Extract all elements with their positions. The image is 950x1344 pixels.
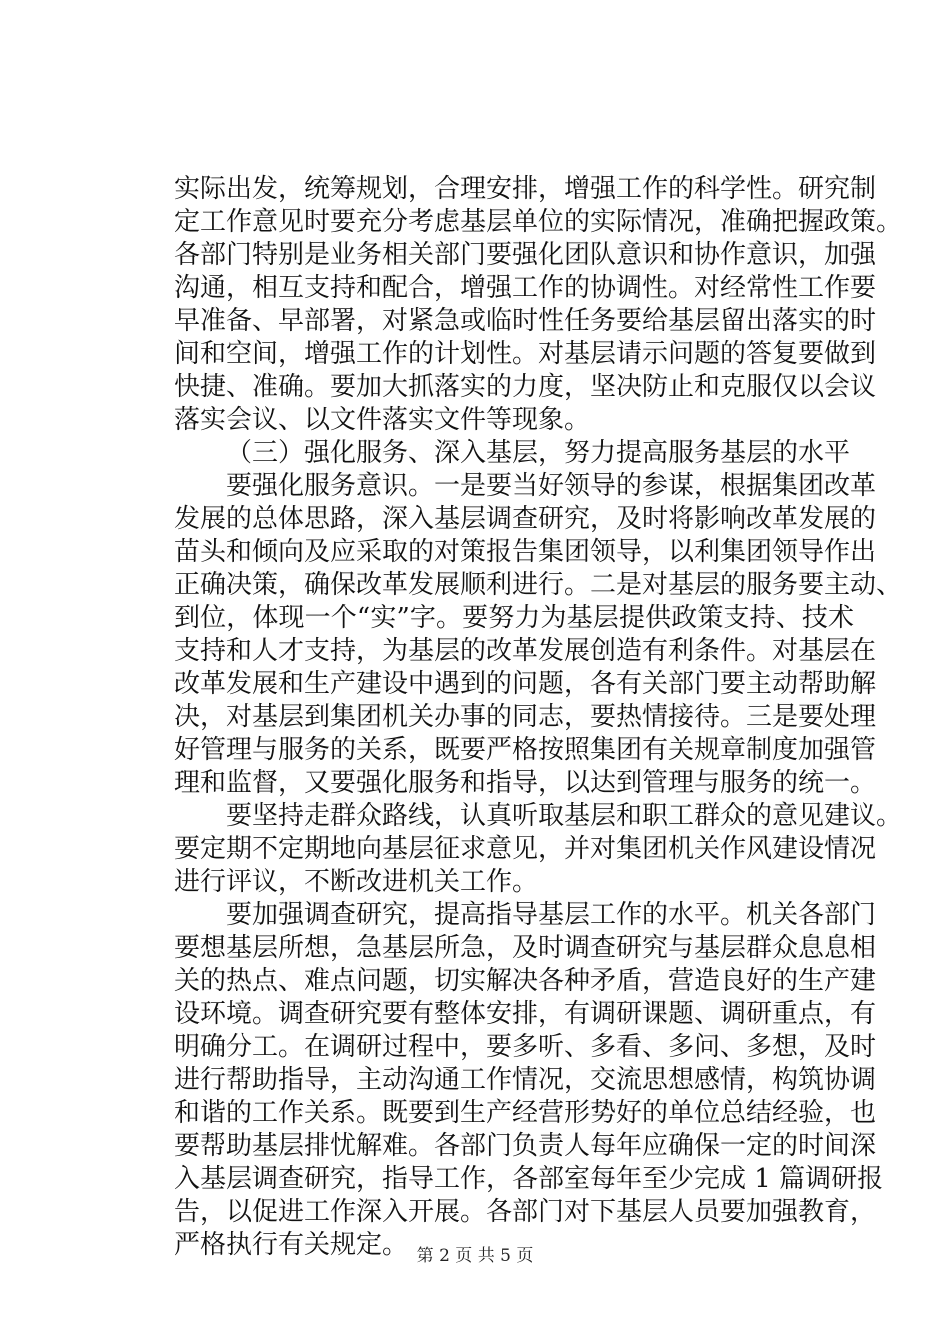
section-heading (174, 437, 854, 470)
text-line: 支持和人才支持，为基层的改革发展创造有利条件。对基层在 (174, 636, 877, 666)
text-line: 落实会议、以文件落实文件等现象。 (174, 405, 591, 435)
text-line: 实际出发，统筹规划，合理安排，增强工作的科学性。研究制 (174, 174, 877, 204)
text-line: 各部门特别是业务相关部门要强化团队意识和协作意识，加强 (174, 240, 877, 270)
paragraph-mass-line (174, 800, 903, 899)
text-line: 决，对基层到集团机关办事的同志，要热情接待。三是要处理 (174, 702, 877, 732)
text-line: 要帮助基层排忧解难。各部门负责人每年应确保一定的时间深 (174, 1131, 877, 1161)
text-line: 明确分工。在调研过程中，要多听、多看、多问、多想，及时 (174, 1032, 877, 1062)
text-line: 入基层调查研究，指导工作，各部室每年至少完成 1 篇调研报 (174, 1164, 884, 1194)
text-line: 到位，体现一个“实”字。要努力为基层提供政策支持、技术 (174, 603, 854, 633)
paragraph-service-awareness (174, 470, 903, 800)
text-line: 沟通，相互支持和配合，增强工作的协调性。对经常性工作要 (174, 273, 877, 303)
text-line: 严格执行有关规定。 (174, 1230, 409, 1260)
text-line: 要想基层所想，急基层所急，及时调查研究与基层群众息息相 (174, 933, 877, 963)
text-line: 快捷、准确。要加大抓落实的力度，坚决防止和克服仅以会议 (174, 372, 877, 402)
text-line: 要加强调查研究，提高指导基层工作的水平。机关各部门 (226, 900, 877, 930)
text-line: 要定期不定期地向基层征求意见，并对集团机关作风建设情况 (174, 834, 877, 864)
text-line: 进行帮助指导，主动沟通工作情况，交流思想感情，构筑协调 (174, 1065, 877, 1095)
text-line: 正确决策，确保改革发展顺利进行。二是对基层的服务要主动、 (174, 570, 903, 600)
paragraph-investigation (174, 899, 884, 1262)
text-line: 设环境。调查研究要有整体安排，有调研课题、调研重点，有 (174, 999, 877, 1029)
text-line: 改革发展和生产建设中遇到的问题，各有关部门要主动帮助解 (174, 669, 877, 699)
text-line: 进行评议，不断改进机关工作。 (174, 867, 539, 897)
document-body (174, 173, 903, 1262)
text-line: 和谐的工作关系。既要到生产经营形势好的单位总结经验，也 (174, 1098, 877, 1128)
text-line: 告，以促进工作深入开展。各部门对下基层人员要加强教育， (174, 1197, 877, 1227)
text-line: 早准备、早部署，对紧急或临时性任务要给基层留出落实的时 (174, 306, 877, 336)
text-line: 要强化服务意识。一是要当好领导的参谋，根据集团改革 (226, 471, 877, 501)
text-line: 定工作意见时要充分考虑基层单位的实际情况，准确把握政策。 (174, 207, 903, 237)
text-line: 好管理与服务的关系，既要严格按照集团有关规章制度加强管 (174, 735, 877, 765)
text-line: 发展的总体思路，深入基层调查研究，及时将影响改革发展的 (174, 504, 877, 534)
paragraph-continuation (174, 173, 903, 437)
text-line: 间和空间，增强工作的计划性。对基层请示问题的答复要做到 (174, 339, 877, 369)
text-line: 苗头和倾向及应采取的对策报告集团领导，以利集团领导作出 (174, 537, 877, 567)
page-footer: 第 2 页 共 5 页 (416, 1246, 534, 1266)
text-line: 要坚持走群众路线，认真听取基层和职工群众的意见建议。 (226, 801, 903, 831)
text-line: 理和监督，又要强化服务和指导，以达到管理与服务的统一。 (174, 768, 877, 798)
heading-text: （三）强化服务、深入基层，努力提高服务基层的水平 (226, 438, 851, 468)
text-line: 关的热点、难点问题，切实解决各种矛盾，营造良好的生产建 (174, 966, 877, 996)
